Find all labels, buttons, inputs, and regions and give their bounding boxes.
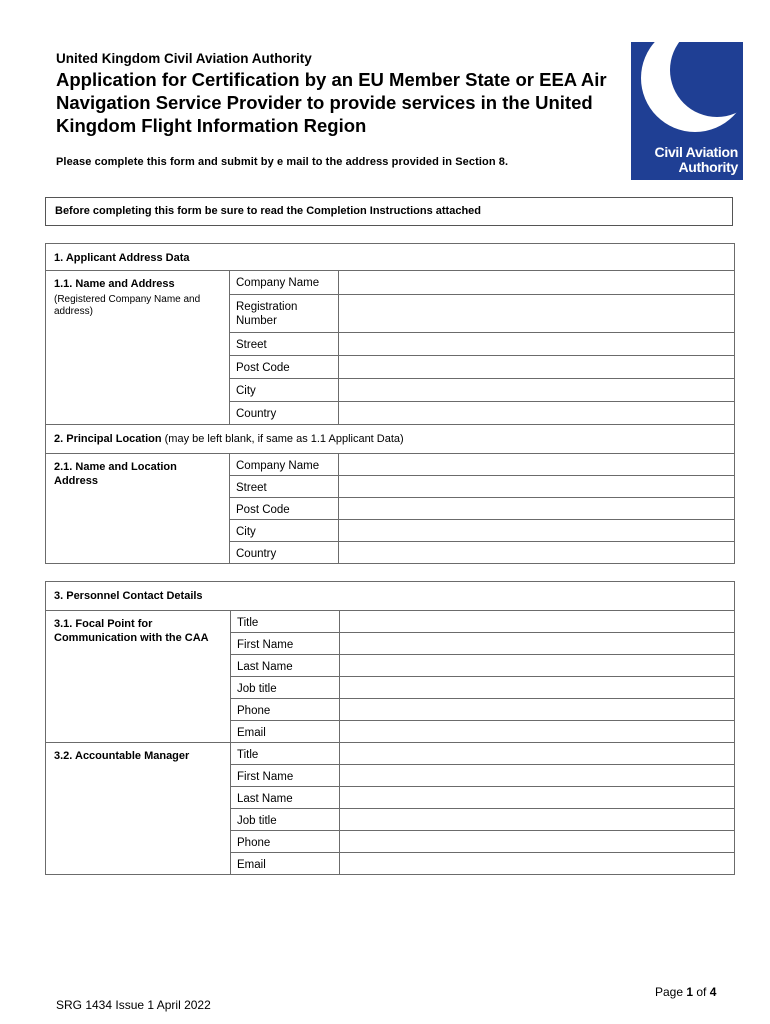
company-name-input[interactable] <box>339 271 735 295</box>
page-current: 1 <box>686 985 694 999</box>
post-code-input[interactable] <box>339 356 735 379</box>
logo-text-line1: Civil Aviation <box>654 144 738 160</box>
field-label: Job title <box>231 809 340 831</box>
personnel-contact-table <box>45 581 735 875</box>
section-3-1-label: 3.1. Focal Point for Communication with the CAA <box>46 611 231 743</box>
logo-text-line2: Authority <box>678 159 738 175</box>
section-1-1-title: 1.1. Name and Address <box>54 278 175 290</box>
section-2-title: 2. Principal Location <box>54 433 162 445</box>
page-total: 4 <box>709 985 717 999</box>
field-label: City <box>230 520 339 542</box>
completion-notice: Before completing this form be sure to read the Completion Instructions attached <box>45 197 733 226</box>
document-reference: SRG 1434 Issue 1 April 2022 <box>56 998 211 1012</box>
field-label: Company Name <box>230 271 339 295</box>
focal-job-title-input[interactable] <box>340 677 735 699</box>
field-label: Country <box>230 402 339 425</box>
focal-phone-input[interactable] <box>340 699 735 721</box>
location-company-name-input[interactable] <box>339 454 735 476</box>
focal-last-name-input[interactable] <box>340 655 735 677</box>
field-label: Email <box>231 721 340 743</box>
manager-email-input[interactable] <box>340 853 735 875</box>
street-input[interactable] <box>339 333 735 356</box>
field-label: Title <box>231 611 340 633</box>
manager-first-name-input[interactable] <box>340 765 735 787</box>
location-city-input[interactable] <box>339 520 735 542</box>
city-input[interactable] <box>339 379 735 402</box>
country-input[interactable] <box>339 402 735 425</box>
form-title: Application for Certification by an EU Member State or EEA Air Navigation Service Provider to provide services in the United Kingdom Flight Information Region <box>56 69 607 136</box>
field-label: First Name <box>231 765 340 787</box>
location-country-input[interactable] <box>339 542 735 564</box>
manager-title-input[interactable] <box>340 743 735 765</box>
location-street-input[interactable] <box>339 476 735 498</box>
field-label: Phone <box>231 699 340 721</box>
intro-instruction: Please complete this form and submit by e mail to the address provided in Section 8. <box>56 156 509 168</box>
page-number <box>655 985 716 999</box>
field-label: Title <box>231 743 340 765</box>
section-1-1-subtitle: (Registered Company Name and address) <box>54 294 201 317</box>
location-post-code-input[interactable] <box>339 498 735 520</box>
section-2-note: (may be left blank, if same as 1.1 Applicant Data) <box>161 433 404 445</box>
focal-first-name-input[interactable] <box>340 633 735 655</box>
section-1-1-label <box>46 271 230 425</box>
field-label: Last Name <box>231 655 340 677</box>
field-label: Country <box>230 542 339 564</box>
section-1-header: 1. Applicant Address Data <box>46 244 735 271</box>
section-2-1-label: 2.1. Name and Location Address <box>46 454 230 564</box>
field-label: Post Code <box>230 356 339 379</box>
section-2-header <box>46 425 735 454</box>
page-word: Page <box>655 985 687 999</box>
field-label: Registration Number <box>230 295 339 333</box>
manager-phone-input[interactable] <box>340 831 735 853</box>
field-label: Company Name <box>230 454 339 476</box>
field-label: Last Name <box>231 787 340 809</box>
caa-logo <box>631 42 743 180</box>
field-label: Email <box>231 853 340 875</box>
field-label: Phone <box>231 831 340 853</box>
field-label: Street <box>230 333 339 356</box>
field-label: Post Code <box>230 498 339 520</box>
field-label: First Name <box>231 633 340 655</box>
section-3-header: 3. Personnel Contact Details <box>46 582 735 611</box>
manager-job-title-input[interactable] <box>340 809 735 831</box>
applicant-address-table <box>45 243 735 564</box>
field-label: Job title <box>231 677 340 699</box>
field-label: City <box>230 379 339 402</box>
focal-title-input[interactable] <box>340 611 735 633</box>
section-3-2-label: 3.2. Accountable Manager <box>46 743 231 875</box>
field-label: Street <box>230 476 339 498</box>
manager-last-name-input[interactable] <box>340 787 735 809</box>
organisation-name: United Kingdom Civil Aviation Authority <box>56 51 312 66</box>
focal-email-input[interactable] <box>340 721 735 743</box>
registration-number-input[interactable] <box>339 295 735 333</box>
page-of: of <box>693 985 710 999</box>
